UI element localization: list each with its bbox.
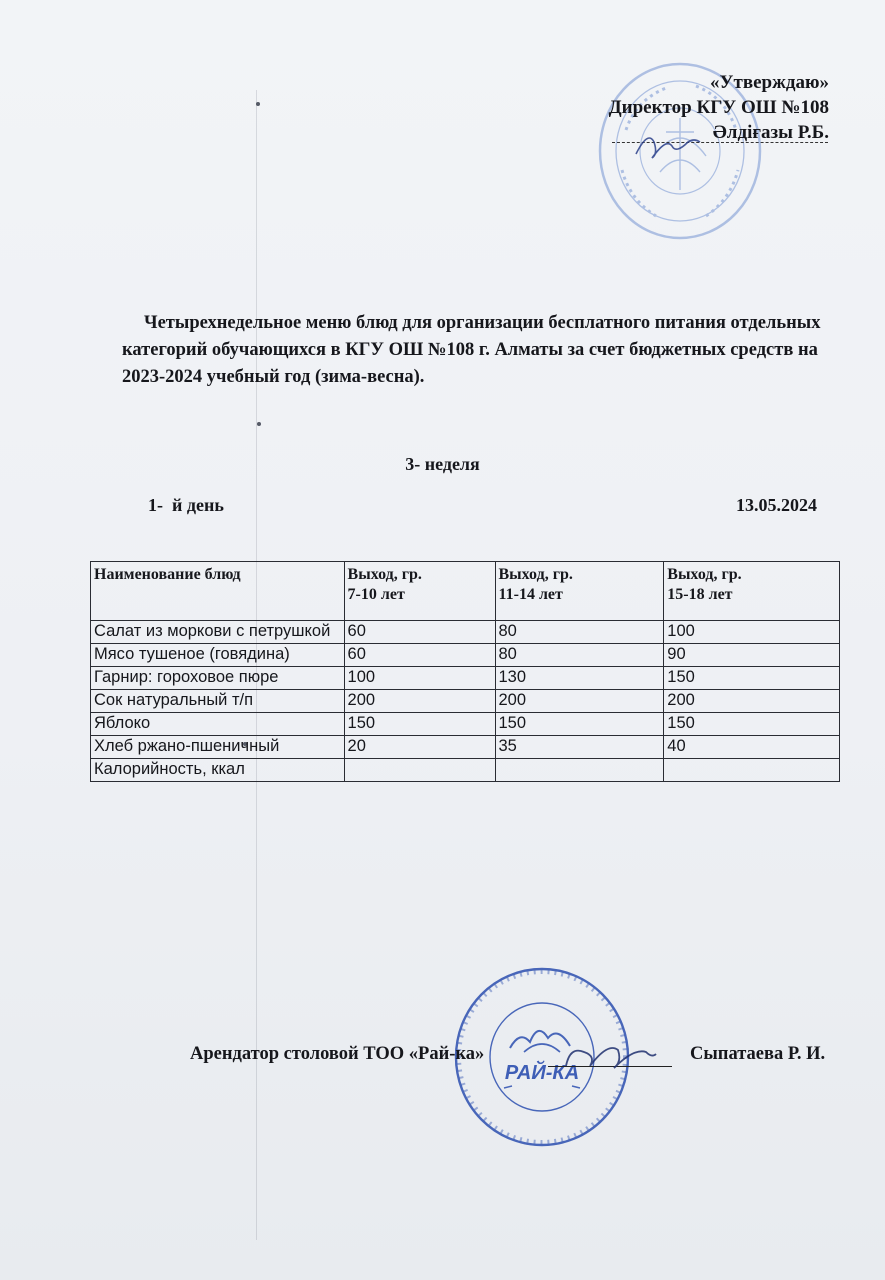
menu-date: 13.05.2024 (736, 495, 817, 515)
stamp-center-text: РАЙ-КА (504, 1062, 580, 1084)
portion-7-10: 200 (344, 690, 495, 713)
portion-11-14: 200 (495, 690, 664, 713)
approval-signature (632, 124, 704, 164)
dish-name: Салат из моркови с петрушкой (91, 621, 345, 644)
portion-7-10: 20 (344, 736, 495, 759)
portion-7-10: 60 (344, 621, 495, 644)
portion-15-18: 100 (664, 621, 840, 644)
portion-15-18: 150 (664, 667, 840, 690)
table-row (91, 736, 840, 759)
table-row (91, 644, 840, 667)
table-row (91, 759, 840, 782)
dish-name: Сок натуральный т/п (91, 690, 345, 713)
portion-11-14: 80 (495, 621, 664, 644)
portion-15-18: 200 (664, 690, 840, 713)
portion-15-18: 40 (664, 736, 840, 759)
tenant-signature (560, 1032, 660, 1076)
portion-15-18: 90 (664, 644, 840, 667)
dish-name: Калорийность, ккал (91, 759, 345, 782)
header-portion-15-18: Выход, гр. 15-18 лет (664, 562, 840, 621)
approval-title: «Утверждаю» (710, 72, 829, 93)
portion-11-14: 80 (495, 644, 664, 667)
header-portion-7-10: Выход, гр. 7-10 лет (344, 562, 495, 621)
portion-11-14: 35 (495, 736, 664, 759)
portion-15-18: 150 (664, 713, 840, 736)
portion-7-10 (344, 759, 495, 782)
table-row (91, 690, 840, 713)
tenant-name: Сыпатаева Р. И. (690, 1044, 826, 1064)
table-row (91, 667, 840, 690)
table-row (91, 713, 840, 736)
staple-mark (257, 422, 261, 426)
portion-11-14 (495, 759, 664, 782)
dish-name: Хлеб ржано-пшеничный (91, 736, 345, 759)
portion-7-10: 100 (344, 667, 495, 690)
header-portion-11-14: Выход, гр. 11-14 лет (495, 562, 664, 621)
portion-11-14: 130 (495, 667, 664, 690)
portion-7-10: 60 (344, 644, 495, 667)
table-row (91, 621, 840, 644)
tenant-label: Арендатор столовой ТОО «Рай-ка» (190, 1044, 485, 1064)
approval-position: Директор КГУ ОШ №108 (608, 97, 829, 118)
dish-name: Яблоко (91, 713, 345, 736)
portion-15-18 (664, 759, 840, 782)
menu-table (90, 561, 840, 782)
dish-name: Мясо тушеное (говядина) (91, 644, 345, 667)
dish-name: Гарнир: гороховое пюре (91, 667, 345, 690)
day-label: 1- й день (148, 495, 224, 515)
portion-7-10: 150 (344, 713, 495, 736)
document-heading: Четырехнедельное меню блюд для организации бесплатного питания отдельных категорий обучающихся в КГУ ОШ №108 г. Алматы за счет бюджетных средств на 2023-2024 учебный год (зима-весна). (122, 313, 821, 387)
week-label: 3- неделя (405, 454, 480, 474)
header-dish-name: Наименование блюд (91, 562, 345, 621)
table-header-row (91, 562, 840, 621)
portion-11-14: 150 (495, 713, 664, 736)
staple-mark (256, 102, 260, 106)
approval-name: Әлдіғазы Р.Б. (712, 122, 829, 143)
